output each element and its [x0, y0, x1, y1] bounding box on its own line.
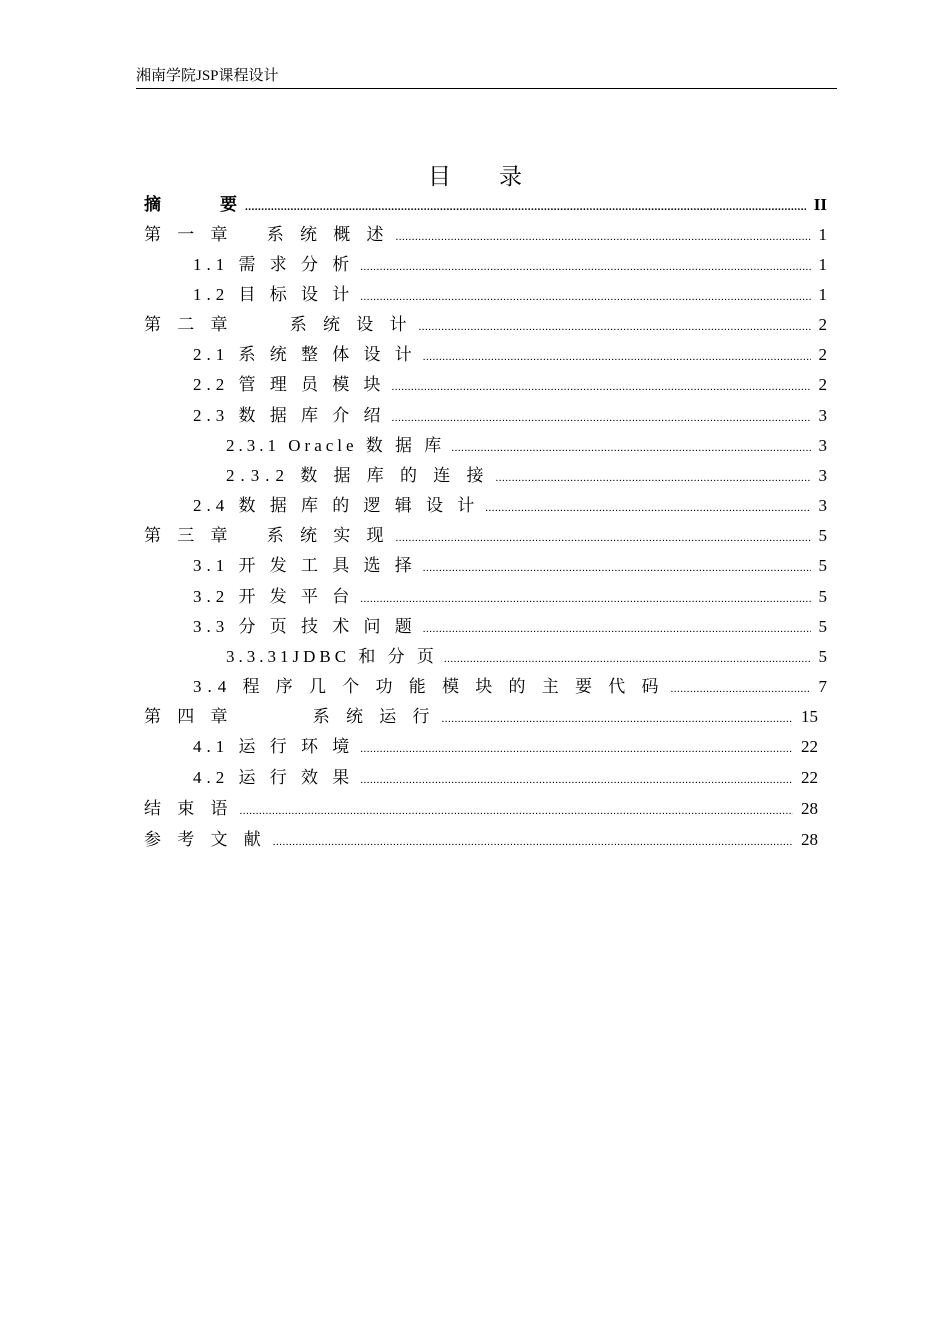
toc-entry-label: 第 二 章 系 统 设 计 — [144, 315, 413, 334]
toc-entry-conclusion[interactable] — [144, 797, 818, 821]
toc-entry-label: 3.3 分 页 技 术 问 题 — [193, 617, 417, 636]
toc-entry-3-4[interactable] — [193, 675, 827, 699]
toc-entry-page: 22 — [801, 768, 818, 787]
toc-leader-dots — [485, 496, 810, 520]
toc-entry-3-3-31[interactable] — [226, 645, 827, 669]
toc-entry-page: 5 — [818, 556, 827, 575]
toc-entry-label: 第 三 章 系 统 实 现 — [144, 526, 390, 545]
toc-leader-dots — [444, 647, 811, 671]
toc-entry-label: 摘 要 — [144, 195, 239, 214]
toc-leader-dots — [442, 707, 794, 731]
toc-entry-2-4[interactable] — [193, 494, 827, 518]
toc-entry-page: 15 — [801, 707, 818, 726]
toc-entry-label: 1.2 目 标 设 计 — [193, 285, 355, 304]
toc-title: 目录 — [428, 164, 570, 190]
toc-entry-page: 2 — [818, 375, 827, 394]
toc-entry-label: 3.4 程 序 几 个 功 能 模 块 的 主 要 代 码 — [193, 677, 665, 696]
toc-entry-label: 第 一 章 系 统 概 述 — [144, 225, 390, 244]
toc-leader-dots — [360, 768, 793, 792]
toc-entry-label: 2.3.2 数 据 库 的 连 接 — [226, 466, 490, 485]
toc-entry-label: 2.1 系 统 整 体 设 计 — [193, 345, 417, 364]
toc-entry-page: 3 — [818, 436, 827, 455]
toc-entry-2-2[interactable] — [193, 373, 827, 397]
toc-leader-dots — [423, 556, 811, 580]
toc-leader-dots — [671, 677, 811, 701]
toc-entry-2-3[interactable] — [193, 404, 827, 428]
toc-entry-label: 2.3 数 据 库 介 绍 — [193, 406, 386, 425]
toc-entry-label: 3.1 开 发 工 具 选 择 — [193, 556, 417, 575]
toc-entry-page: 2 — [818, 345, 827, 364]
toc-entry-3-2[interactable] — [193, 585, 827, 609]
toc-entry-3-1[interactable] — [193, 554, 827, 578]
toc-entry-2-1[interactable] — [193, 343, 827, 367]
header-text: 湘南学院JSP课程设计 — [136, 68, 279, 84]
toc-entry-label: 3.3.31JDBC 和 分 页 — [226, 647, 438, 666]
toc-entry-page: 28 — [801, 799, 818, 818]
toc-leader-dots — [392, 406, 811, 430]
toc-leader-dots — [396, 526, 811, 550]
toc-entry-label: 3.2 开 发 平 台 — [193, 587, 355, 606]
toc-entry-abstract[interactable] — [144, 193, 827, 217]
toc-entry-label: 2.2 管 理 员 模 块 — [193, 375, 386, 394]
toc-leader-dots — [245, 195, 806, 219]
toc-entry-label: 结 束 语 — [144, 799, 234, 818]
toc-entry-1-1[interactable] — [193, 253, 827, 277]
page-header — [136, 66, 837, 89]
toc-entry-references[interactable] — [144, 828, 818, 852]
toc-entry-page: 28 — [801, 830, 818, 849]
toc-leader-dots — [496, 466, 811, 490]
toc-leader-dots — [392, 375, 811, 399]
toc-leader-dots — [419, 315, 811, 339]
toc-leader-dots — [360, 255, 810, 279]
toc-entry-label: 参 考 文 献 — [144, 830, 267, 849]
toc-entry-page: 1 — [818, 255, 827, 274]
toc-leader-dots — [273, 830, 793, 854]
toc-entry-page: 3 — [818, 466, 827, 485]
toc-entry-page: 7 — [818, 677, 827, 696]
toc-entry-1-2[interactable] — [193, 283, 827, 307]
toc-entry-chapter-1[interactable] — [144, 223, 827, 247]
toc-entry-label: 4.1 运 行 环 境 — [193, 737, 355, 756]
toc-leader-dots — [240, 799, 794, 823]
toc-leader-dots — [360, 285, 810, 309]
toc-entry-label: 1.1 需 求 分 析 — [193, 255, 355, 274]
toc-entry-chapter-2[interactable] — [144, 313, 827, 337]
toc-entry-label: 2.3.1 Oracle 数 据 库 — [226, 436, 446, 455]
toc-entry-page: 3 — [818, 496, 827, 515]
toc-leader-dots — [451, 436, 810, 460]
toc-entry-page: 5 — [818, 587, 827, 606]
toc-entry-3-3[interactable] — [193, 615, 827, 639]
toc-entry-page: 2 — [818, 315, 827, 334]
toc-leader-dots — [360, 737, 793, 761]
toc-entry-2-3-1[interactable] — [226, 434, 827, 458]
toc-entry-page: 1 — [818, 285, 827, 304]
toc-entry-2-3-2[interactable] — [226, 464, 827, 488]
toc-entry-4-1[interactable] — [193, 735, 818, 759]
toc-leader-dots — [423, 617, 811, 641]
toc-entry-label: 2.4 数 据 库 的 逻 辑 设 计 — [193, 496, 480, 515]
toc-entry-page: 5 — [818, 526, 827, 545]
toc-entry-4-2[interactable] — [193, 766, 818, 790]
toc-entry-page: 5 — [818, 617, 827, 636]
toc-entry-page: II — [813, 195, 827, 214]
toc-entry-chapter-4[interactable] — [144, 705, 818, 729]
toc-entry-page: 1 — [818, 225, 827, 244]
toc-entry-label: 4.2 运 行 效 果 — [193, 768, 355, 787]
toc-leader-dots — [360, 587, 810, 611]
toc-entry-page: 3 — [818, 406, 827, 425]
toc-entry-chapter-3[interactable] — [144, 524, 827, 548]
toc-entry-label: 第 四 章 系 统 运 行 — [144, 707, 436, 726]
toc-leader-dots — [396, 225, 811, 249]
toc-leader-dots — [423, 345, 811, 369]
toc-entry-page: 5 — [818, 647, 827, 666]
toc-entry-page: 22 — [801, 737, 818, 756]
